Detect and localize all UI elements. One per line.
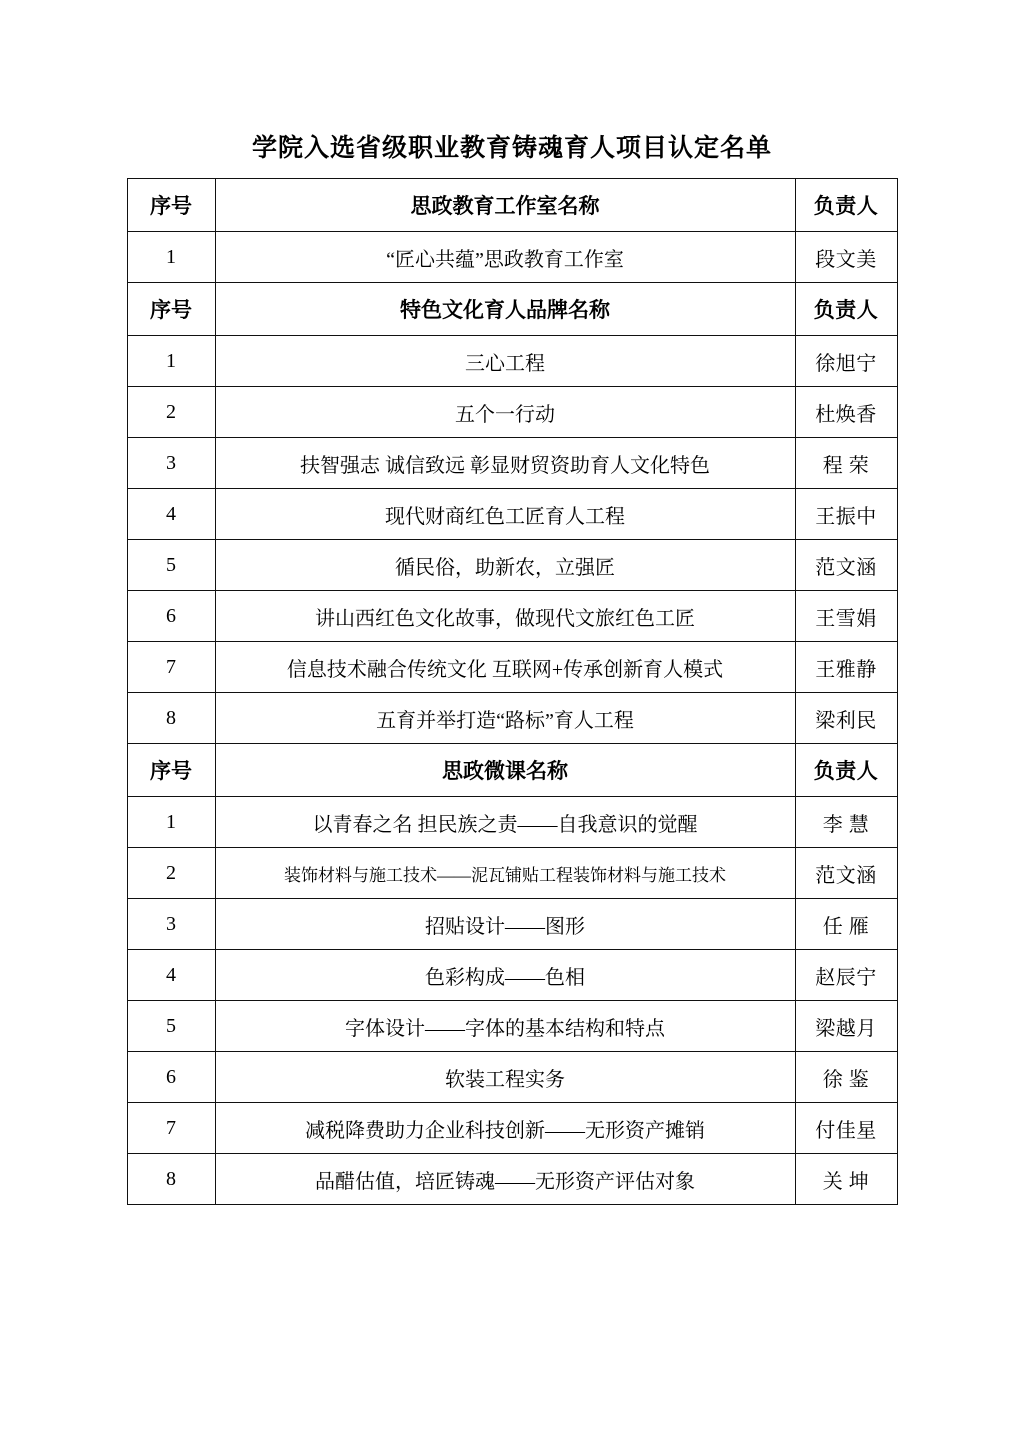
row-name: 讲山西红色文化故事，做现代文旅红色工匠 [215,591,795,642]
section-header-row [127,179,897,232]
row-num: 1 [127,336,215,387]
row-num: 1 [127,797,215,848]
row-name: 以青春之名 担民族之责——自我意识的觉醒 [215,797,795,848]
row-num: 4 [127,950,215,1001]
row-num: 8 [127,693,215,744]
table-row [127,848,897,899]
row-owner: 范文涵 [795,848,897,899]
section-header-name: 特色文化育人品牌名称 [215,283,795,336]
row-owner: 程 荣 [795,438,897,489]
table-row [127,1001,897,1052]
section-header-owner: 负责人 [795,283,897,336]
row-owner: 王雪娟 [795,591,897,642]
row-owner: 徐 鉴 [795,1052,897,1103]
table-row [127,591,897,642]
table-row [127,1103,897,1154]
row-num: 2 [127,848,215,899]
table-row [127,1052,897,1103]
row-owner: 段文美 [795,232,897,283]
section-header-num: 序号 [127,179,215,232]
row-owner: 付佳星 [795,1103,897,1154]
section-header-num: 序号 [127,283,215,336]
row-num: 4 [127,489,215,540]
row-num: 5 [127,540,215,591]
row-name: 减税降费助力企业科技创新——无形资产摊销 [215,1103,795,1154]
table-row [127,797,897,848]
row-num: 8 [127,1154,215,1205]
row-num: 1 [127,232,215,283]
row-owner: 赵辰宁 [795,950,897,1001]
row-name: 招贴设计——图形 [215,899,795,950]
row-name: “匠心共蕴”思政教育工作室 [215,232,795,283]
section-header-owner: 负责人 [795,744,897,797]
table-row [127,642,897,693]
row-name: 五个一行动 [215,387,795,438]
row-num: 3 [127,899,215,950]
row-name: 软装工程实务 [215,1052,795,1103]
row-owner: 梁越月 [795,1001,897,1052]
table-row [127,489,897,540]
table-row [127,899,897,950]
row-num: 7 [127,1103,215,1154]
table-row [127,693,897,744]
section-header-name: 思政教育工作室名称 [215,179,795,232]
row-owner: 徐旭宁 [795,336,897,387]
project-list-table [127,178,898,1205]
row-name: 字体设计——字体的基本结构和特点 [215,1001,795,1052]
table-row [127,1154,897,1205]
row-owner: 王振中 [795,489,897,540]
row-num: 7 [127,642,215,693]
row-num: 5 [127,1001,215,1052]
row-name: 现代财商红色工匠育人工程 [215,489,795,540]
row-name: 色彩构成——色相 [215,950,795,1001]
row-owner: 梁利民 [795,693,897,744]
row-num: 2 [127,387,215,438]
row-owner: 王雅静 [795,642,897,693]
row-name: 循民俗，助新农，立强匠 [215,540,795,591]
row-name: 信息技术融合传统文化 互联网+传承创新育人模式 [215,642,795,693]
section-header-name: 思政微课名称 [215,744,795,797]
table-row [127,540,897,591]
row-name: 品醋估值，培匠铸魂——无形资产评估对象 [215,1154,795,1205]
table-row [127,232,897,283]
row-owner: 李 慧 [795,797,897,848]
row-name: 五育并举打造“路标”育人工程 [215,693,795,744]
row-owner: 关 坤 [795,1154,897,1205]
row-owner: 任 雁 [795,899,897,950]
section-header-row [127,283,897,336]
row-name: 装饰材料与施工技术——泥瓦铺贴工程装饰材料与施工技术 [215,848,795,899]
row-num: 6 [127,1052,215,1103]
section-header-num: 序号 [127,744,215,797]
table-row [127,438,897,489]
row-num: 3 [127,438,215,489]
table-row [127,387,897,438]
row-name: 扶智强志 诚信致远 彰显财贸资助育人文化特色 [215,438,795,489]
row-owner: 范文涵 [795,540,897,591]
table-row [127,336,897,387]
row-num: 6 [127,591,215,642]
table-row [127,950,897,1001]
page-title: 学院入选省级职业教育铸魂育人项目认定名单 [251,135,772,162]
section-header-owner: 负责人 [795,179,897,232]
table-body [127,179,897,1205]
row-name: 三心工程 [215,336,795,387]
section-header-row [127,744,897,797]
row-owner: 杜焕香 [795,387,897,438]
